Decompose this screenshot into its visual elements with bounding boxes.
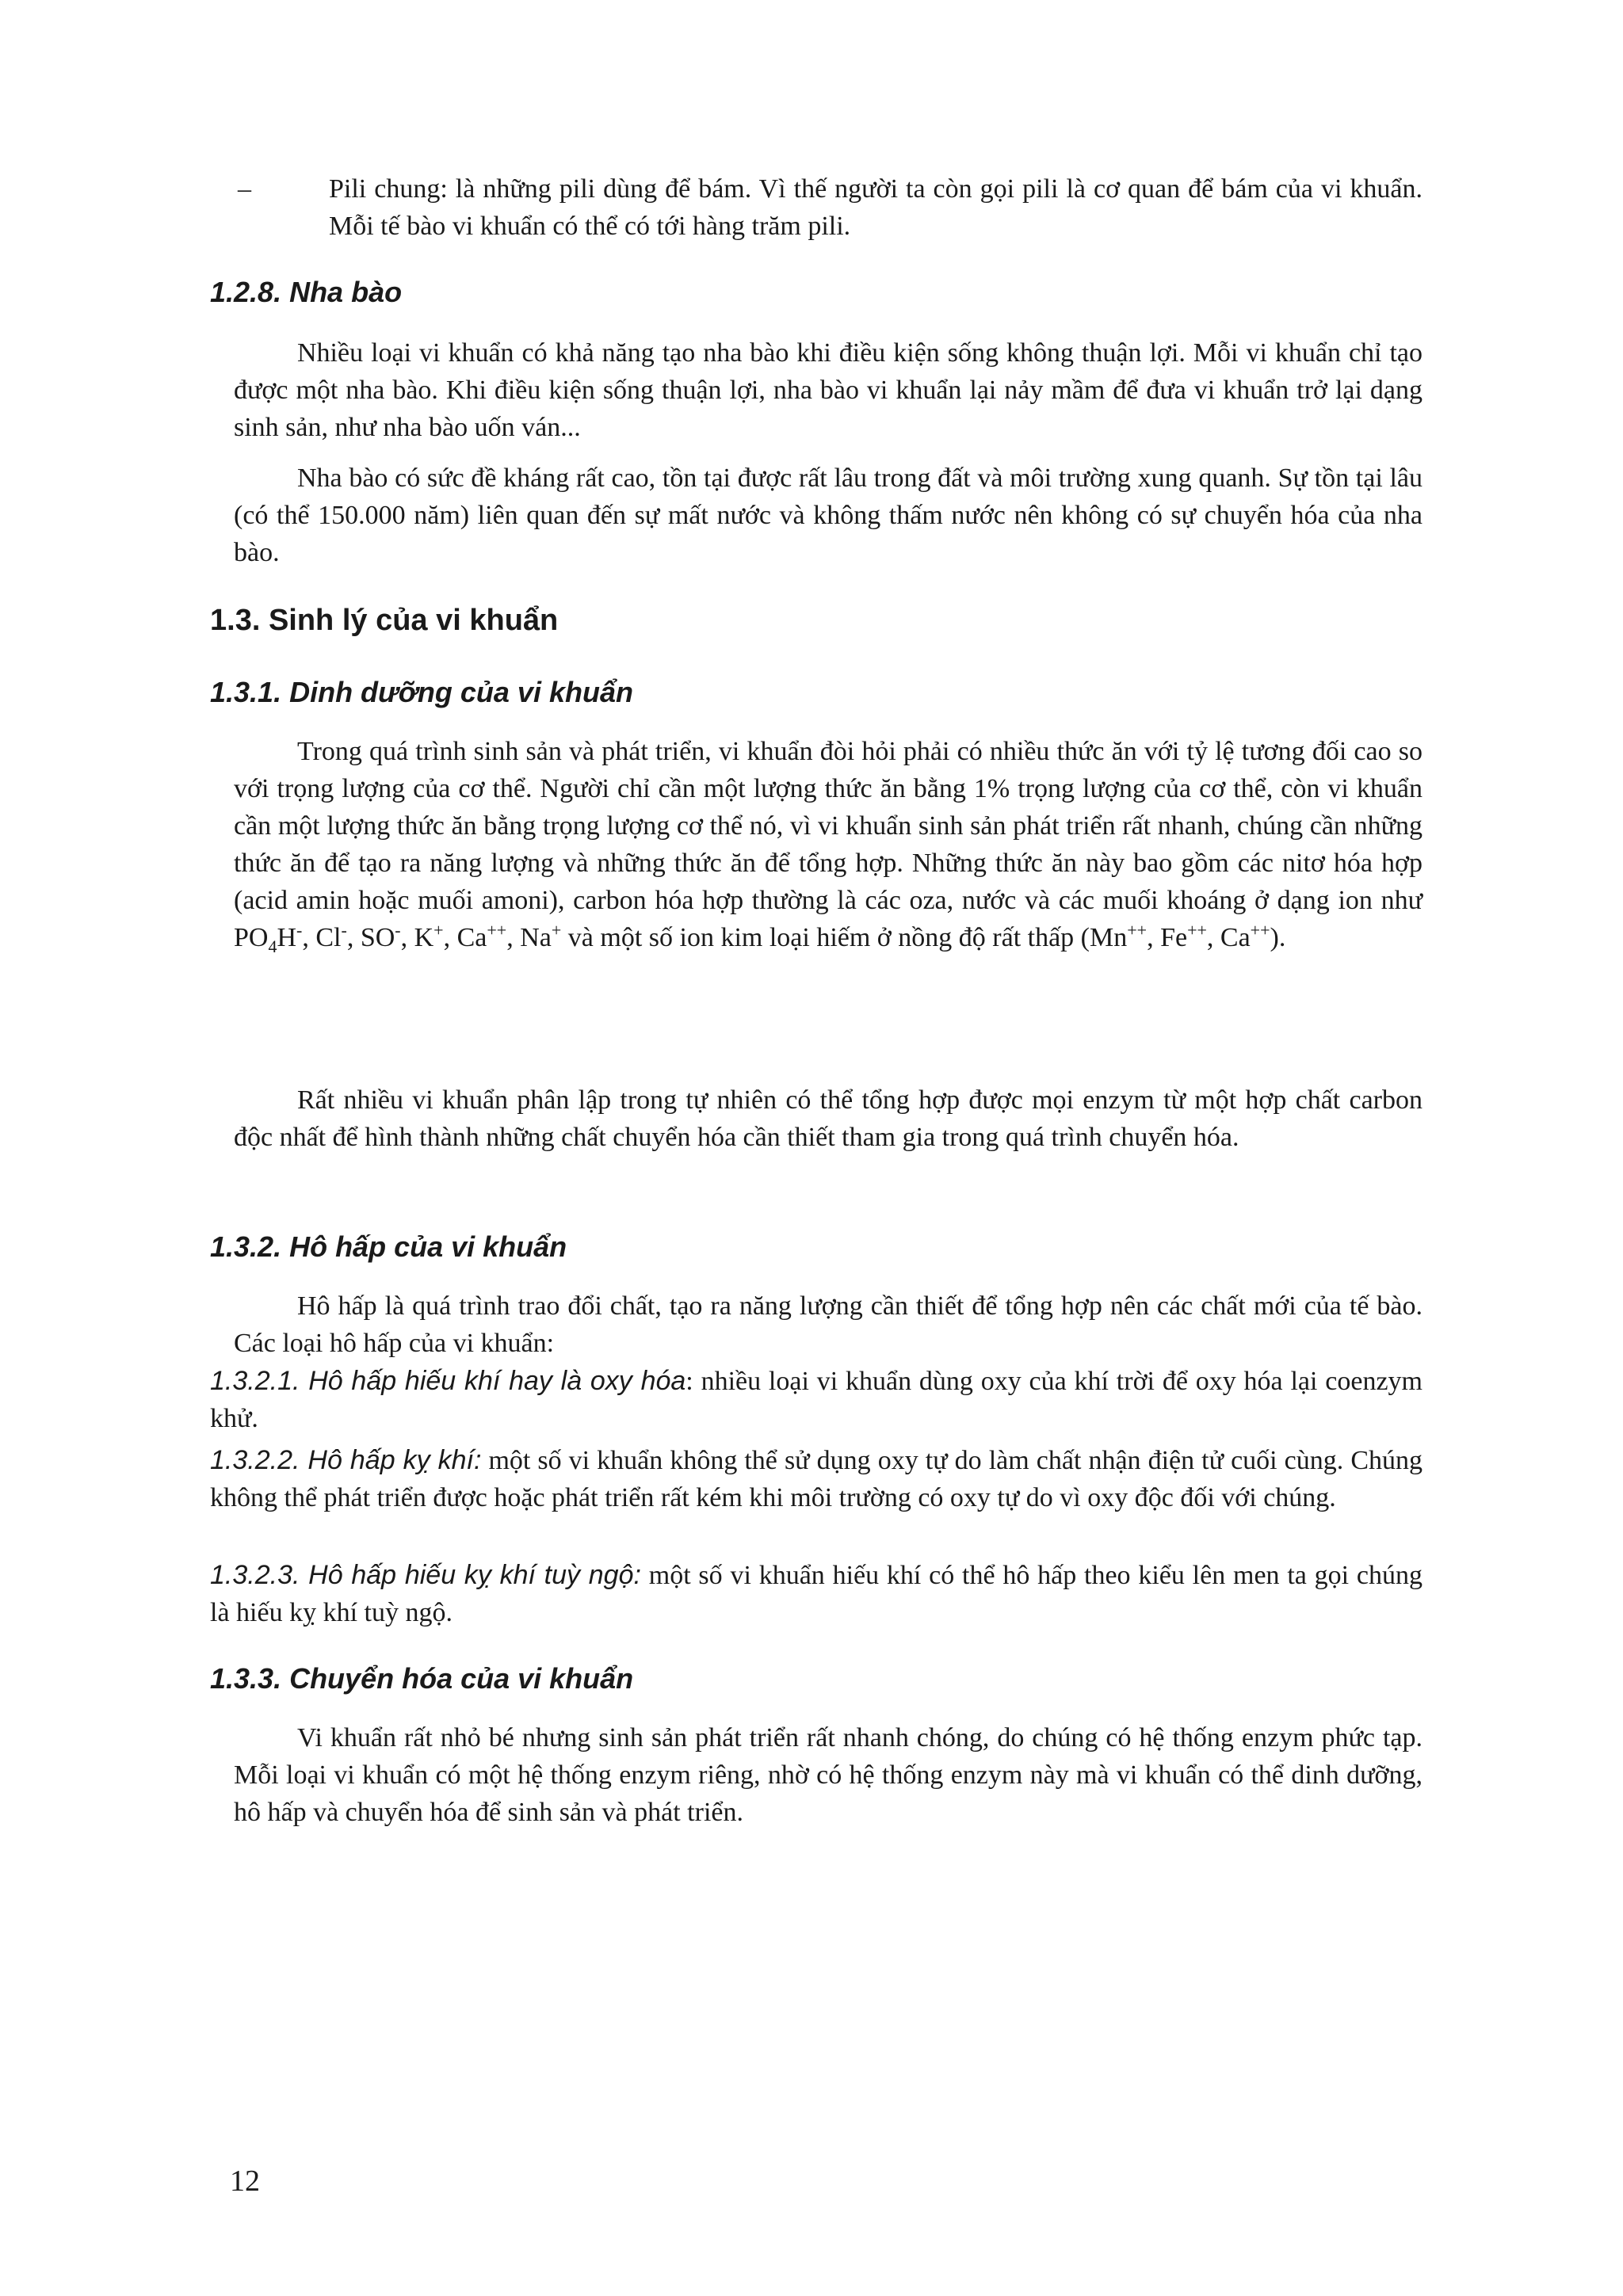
- heading-1-3-2: 1.3.2. Hô hấp của vi khuẩn: [210, 1230, 567, 1263]
- item-1-3-2-1: 1.3.2.1. Hô hấp hiếu khí hay là oxy hóa: nhiều loại vi khuẩn dùng oxy của khí trời để oxy hóa lại coenzym khử.: [210, 1366, 1423, 1433]
- paragraph-dinh-duong-2: Rất nhiều vi khuẩn phân lập trong tự nhiên có thể tổng hợp được mọi enzym từ một hợp chất carbon độc nhất để hình thành những chất chuyển hóa cần thiết tham gia trong quá trình chuyển hóa.: [234, 1085, 1423, 1152]
- item-1-3-2-3: 1.3.2.3. Hô hấp hiếu kỵ khí tuỳ ngộ: một số vi khuẩn hiếu khí có thể hô hấp theo kiểu lên men ta gọi chúng là hiếu kỵ khí tuỳ ngộ.: [210, 1560, 1423, 1627]
- paragraph-dinh-duong-1: Trong quá trình sinh sản và phát triển, vi khuẩn đòi hỏi phải có nhiều thức ăn với tỷ lệ tương đối cao so với trọng lượng của cơ thể. Người chỉ cần một lượng thức ăn bằng 1% trọng lượng của cơ thể, còn vi khuẩn cần một lượng thức ăn bằng trọng lượng cơ thể nó, vì vi khuẩn sinh sản phát triển rất nhanh, chúng cần những thức ăn để tạo ra năng lượng và những thức ăn để tổng hợp. Những thức ăn này bao gồm các nitơ hóa hợp (acid amin hoặc muối amoni), carbon hóa hợp thường là các oza, nước và các muối khoáng ở dạng ion như $PO_4H^-$, Cl-, SO-, K+, Ca++, Na+ và một số ion kim loại hiếm ở nồng độ rất thấp (Mn++, Fe++, Ca++).: [234, 737, 1423, 956]
- heading-1-3-1: 1.3.1. Dinh dưỡng của vi khuẩn: [210, 676, 633, 708]
- paragraph-chuyen-hoa: Vi khuẩn rất nhỏ bé nhưng sinh sản phát triển rất nhanh chóng, do chúng có hệ thống enzym phức tạp. Mỗi loại vi khuẩn có một hệ thống enzym riêng, nhờ có hệ thống enzym này mà vi khuẩn có thể dinh dưỡng, hô hấp và chuyển hóa để sinh sản và phát triển.: [234, 1723, 1423, 1827]
- pili-text: Pili chung: là những pili dùng để bám. Vì thế người ta còn gọi pili là cơ quan để bám của vi khuẩn. Mỗi tế bào vi khuẩn có thể có tới hàng trăm pili.: [329, 174, 1423, 241]
- page-number: 12: [230, 2164, 260, 2198]
- paragraph-nha-bao-2: Nha bào có sức đề kháng rất cao, tồn tại được rất lâu trong đất và môi trường xung quanh. Sự tồn tại lâu (có thể 150.000 năm) liên quan đến sự mất nước và không thấm nước nên không có sự chuyển hóa của nha bào.: [234, 463, 1423, 567]
- heading-1-3: 1.3. Sinh lý của vi khuẩn: [210, 604, 559, 637]
- dash-bullet: –: [238, 174, 251, 204]
- paragraph-ho-hap-1: Hô hấp là quá trình trao đổi chất, tạo ra năng lượng cần thiết để tổng hợp nên các chất mới của tế bào. Các loại hô hấp của vi khuẩn:: [234, 1291, 1423, 1358]
- item-1-3-2-2: 1.3.2.2. Hô hấp kỵ khí: một số vi khuẩn không thể sử dụng oxy tự do làm chất nhận điện tử cuối cùng. Chúng không thể phát triển được hoặc phát triển rất kém khi môi trường có oxy tự do vì oxy độc đối với chúng.: [210, 1445, 1423, 1512]
- heading-1-3-3: 1.3.3. Chuyển hóa của vi khuẩn: [210, 1662, 634, 1695]
- heading-1-2-8: 1.2.8. Nha bào: [210, 276, 403, 308]
- paragraph-nha-bao-1: Nhiều loại vi khuẩn có khả năng tạo nha bào khi điều kiện sống không thuận lợi. Mỗi vi khuẩn chỉ tạo được một nha bào. Khi điều kiện sống thuận lợi, nha bào vi khuẩn lại nảy mầm để đưa vi khuẩn trở lại dạng sinh sản, như nha bào uốn ván...: [234, 338, 1423, 442]
